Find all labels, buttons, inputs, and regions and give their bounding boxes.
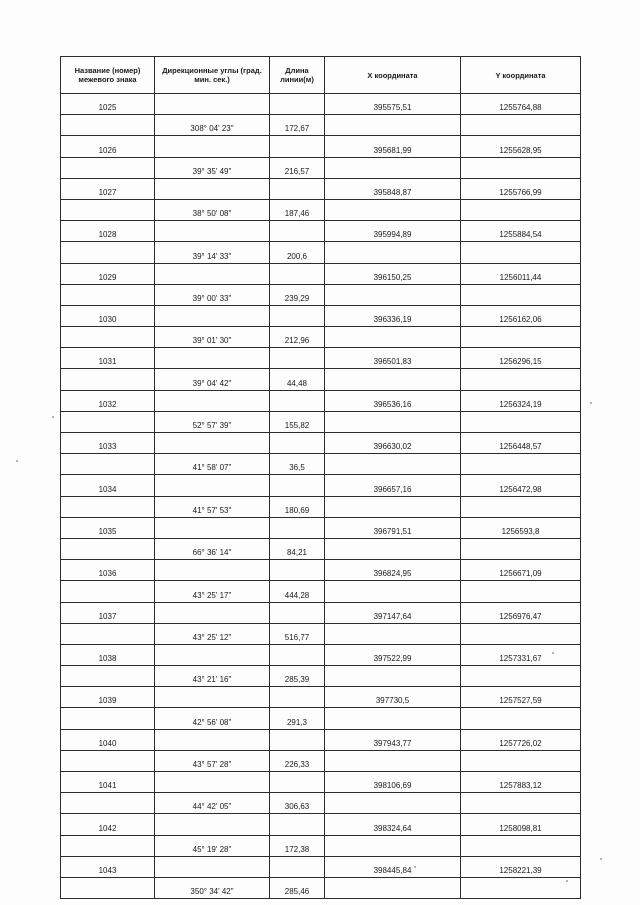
bearing-angle-cell [155, 687, 270, 708]
scan-speck [414, 866, 416, 868]
x-coordinate-cell: 398324,64 [325, 814, 461, 835]
segment-row [61, 199, 581, 220]
marker-row [61, 602, 581, 623]
y-coordinate-cell [461, 284, 581, 305]
marker-row [61, 729, 581, 750]
y-coordinate-cell [461, 538, 581, 559]
x-coordinate-cell: 396150,25 [325, 263, 461, 284]
segment-row [61, 877, 581, 898]
bearing-angle-cell [155, 814, 270, 835]
scan-speck [16, 460, 18, 462]
marker-name-cell [61, 327, 155, 348]
y-coordinate-cell: 1256472,98 [461, 475, 581, 496]
y-coordinate-cell [461, 327, 581, 348]
marker-name-cell [61, 877, 155, 898]
bearing-angle-cell [155, 856, 270, 877]
marker-name-cell: 1038 [61, 644, 155, 665]
segment-row [61, 242, 581, 263]
bearing-angle-cell [155, 772, 270, 793]
bearing-angle-cell [155, 644, 270, 665]
x-coordinate-cell: 397147,64 [325, 602, 461, 623]
line-length-cell: 180,69 [270, 496, 325, 517]
line-length-cell: 516,77 [270, 623, 325, 644]
header-x-coordinate: X координата [325, 57, 461, 94]
line-length-cell [270, 560, 325, 581]
x-coordinate-cell [325, 793, 461, 814]
marker-name-cell [61, 496, 155, 517]
y-coordinate-cell: 1256976,47 [461, 602, 581, 623]
line-length-cell: 212,96 [270, 327, 325, 348]
line-length-cell: 216,57 [270, 157, 325, 178]
bearing-angle-cell [155, 178, 270, 199]
marker-row [61, 517, 581, 538]
segment-row [61, 581, 581, 602]
header-y-coordinate: Y координата [461, 57, 581, 94]
line-length-cell [270, 178, 325, 199]
x-coordinate-cell: 395681,99 [325, 136, 461, 157]
bearing-angle-cell: 43° 21' 16" [155, 666, 270, 687]
marker-row [61, 856, 581, 877]
line-length-cell [270, 517, 325, 538]
marker-name-cell: 1037 [61, 602, 155, 623]
marker-row [61, 305, 581, 326]
marker-row [61, 221, 581, 242]
segment-row [61, 835, 581, 856]
x-coordinate-cell [325, 877, 461, 898]
x-coordinate-cell: 397943,77 [325, 729, 461, 750]
line-length-cell: 291,3 [270, 708, 325, 729]
x-coordinate-cell [325, 454, 461, 475]
line-length-cell: 444,28 [270, 581, 325, 602]
marker-name-cell [61, 411, 155, 432]
x-coordinate-cell: 396657,16 [325, 475, 461, 496]
bearing-angle-cell [155, 94, 270, 115]
table-body [61, 94, 581, 899]
marker-row [61, 94, 581, 115]
marker-row [61, 560, 581, 581]
marker-name-cell: 1033 [61, 433, 155, 454]
line-length-cell [270, 856, 325, 877]
segment-row [61, 454, 581, 475]
y-coordinate-cell [461, 793, 581, 814]
x-coordinate-cell: 397730,5 [325, 687, 461, 708]
marker-row [61, 390, 581, 411]
line-length-cell: 172,38 [270, 835, 325, 856]
x-coordinate-cell: 396630,02 [325, 433, 461, 454]
bearing-angle-cell [155, 390, 270, 411]
y-coordinate-cell: 1256593,8 [461, 517, 581, 538]
marker-name-cell [61, 157, 155, 178]
bearing-angle-cell: 43° 25' 17" [155, 581, 270, 602]
marker-name-cell: 1029 [61, 263, 155, 284]
bearing-angle-cell: 44° 42' 05" [155, 793, 270, 814]
marker-name-cell: 1040 [61, 729, 155, 750]
line-length-cell [270, 348, 325, 369]
table-header [61, 57, 581, 94]
scan-speck [552, 652, 554, 654]
x-coordinate-cell: 396536,16 [325, 390, 461, 411]
x-coordinate-cell [325, 157, 461, 178]
marker-name-cell: 1030 [61, 305, 155, 326]
header-row [61, 57, 581, 94]
bearing-angle-cell [155, 475, 270, 496]
bearing-angle-cell [155, 263, 270, 284]
scan-speck [52, 416, 54, 418]
marker-name-cell: 1032 [61, 390, 155, 411]
y-coordinate-cell: 1255766,99 [461, 178, 581, 199]
y-coordinate-cell: 1257527,59 [461, 687, 581, 708]
line-length-cell [270, 390, 325, 411]
line-length-cell [270, 687, 325, 708]
y-coordinate-cell: 1255884,54 [461, 221, 581, 242]
y-coordinate-cell [461, 454, 581, 475]
line-length-cell: 226,33 [270, 750, 325, 771]
marker-row [61, 348, 581, 369]
line-length-cell [270, 729, 325, 750]
bearing-angle-cell: 308° 04' 23" [155, 115, 270, 136]
y-coordinate-cell [461, 835, 581, 856]
x-coordinate-cell: 396336,19 [325, 305, 461, 326]
segment-row [61, 623, 581, 644]
x-coordinate-cell [325, 538, 461, 559]
x-coordinate-cell: 397522,99 [325, 644, 461, 665]
header-marker-name: Название (номер) межевого знака [61, 57, 155, 94]
marker-row [61, 475, 581, 496]
marker-name-cell: 1034 [61, 475, 155, 496]
bearing-angle-cell: 39° 00' 33" [155, 284, 270, 305]
scan-speck [566, 880, 568, 882]
segment-row [61, 538, 581, 559]
marker-name-cell [61, 835, 155, 856]
y-coordinate-cell: 1256671,09 [461, 560, 581, 581]
x-coordinate-cell [325, 835, 461, 856]
y-coordinate-cell [461, 157, 581, 178]
y-coordinate-cell [461, 750, 581, 771]
marker-name-cell [61, 666, 155, 687]
marker-name-cell [61, 708, 155, 729]
x-coordinate-cell: 395994,89 [325, 221, 461, 242]
marker-name-cell [61, 623, 155, 644]
y-coordinate-cell: 1256324,19 [461, 390, 581, 411]
segment-row [61, 284, 581, 305]
segment-row [61, 411, 581, 432]
marker-name-cell: 1039 [61, 687, 155, 708]
x-coordinate-cell [325, 623, 461, 644]
x-coordinate-cell [325, 581, 461, 602]
y-coordinate-cell: 1257331,67 [461, 644, 581, 665]
bearing-angle-cell [155, 136, 270, 157]
line-length-cell: 44,48 [270, 369, 325, 390]
x-coordinate-cell: 395575,51 [325, 94, 461, 115]
y-coordinate-cell: 1256011,44 [461, 263, 581, 284]
scan-speck [600, 858, 602, 860]
line-length-cell: 84,21 [270, 538, 325, 559]
marker-row [61, 136, 581, 157]
y-coordinate-cell: 1257726,02 [461, 729, 581, 750]
line-length-cell [270, 644, 325, 665]
line-length-cell [270, 814, 325, 835]
x-coordinate-cell: 395848,87 [325, 178, 461, 199]
x-coordinate-cell: 396824,95 [325, 560, 461, 581]
y-coordinate-cell [461, 115, 581, 136]
line-length-cell: 285,39 [270, 666, 325, 687]
line-length-cell: 172,67 [270, 115, 325, 136]
marker-name-cell: 1028 [61, 221, 155, 242]
bearing-angle-cell [155, 348, 270, 369]
bearing-angle-cell [155, 517, 270, 538]
line-length-cell: 36,5 [270, 454, 325, 475]
bearing-angle-cell: 39° 04' 42" [155, 369, 270, 390]
y-coordinate-cell [461, 666, 581, 687]
marker-name-cell [61, 284, 155, 305]
y-coordinate-cell: 1256162,06 [461, 305, 581, 326]
y-coordinate-cell [461, 411, 581, 432]
y-coordinate-cell: 1256296,15 [461, 348, 581, 369]
line-length-cell [270, 94, 325, 115]
marker-row [61, 263, 581, 284]
marker-name-cell [61, 199, 155, 220]
bearing-angle-cell [155, 433, 270, 454]
marker-row [61, 178, 581, 199]
marker-name-cell: 1041 [61, 772, 155, 793]
bearing-angle-cell: 38° 50' 08" [155, 199, 270, 220]
boundary-marker-table [60, 56, 581, 899]
marker-row [61, 772, 581, 793]
x-coordinate-cell [325, 369, 461, 390]
bearing-angle-cell [155, 221, 270, 242]
line-length-cell [270, 602, 325, 623]
line-length-cell: 187,46 [270, 199, 325, 220]
y-coordinate-cell [461, 623, 581, 644]
x-coordinate-cell [325, 496, 461, 517]
x-coordinate-cell [325, 115, 461, 136]
marker-name-cell [61, 115, 155, 136]
header-bearing-angle: Дирекционные углы (град. мин. сек.) [155, 57, 270, 94]
segment-row [61, 327, 581, 348]
bearing-angle-cell: 66° 36' 14" [155, 538, 270, 559]
marker-name-cell [61, 538, 155, 559]
marker-name-cell [61, 369, 155, 390]
marker-name-cell: 1031 [61, 348, 155, 369]
line-length-cell [270, 305, 325, 326]
header-line-length: Длина линии(м) [270, 57, 325, 94]
segment-row [61, 750, 581, 771]
x-coordinate-cell [325, 284, 461, 305]
y-coordinate-cell: 1258098,81 [461, 814, 581, 835]
marker-name-cell: 1035 [61, 517, 155, 538]
segment-row [61, 157, 581, 178]
bearing-angle-cell: 39° 01' 30" [155, 327, 270, 348]
bearing-angle-cell: 45° 19' 28" [155, 835, 270, 856]
y-coordinate-cell [461, 581, 581, 602]
line-length-cell: 285,46 [270, 877, 325, 898]
x-coordinate-cell [325, 327, 461, 348]
bearing-angle-cell [155, 560, 270, 581]
bearing-angle-cell: 39° 35' 49" [155, 157, 270, 178]
y-coordinate-cell [461, 708, 581, 729]
line-length-cell: 200,6 [270, 242, 325, 263]
bearing-angle-cell: 52° 57' 39" [155, 411, 270, 432]
y-coordinate-cell [461, 242, 581, 263]
line-length-cell [270, 263, 325, 284]
line-length-cell [270, 221, 325, 242]
marker-row [61, 433, 581, 454]
marker-row [61, 687, 581, 708]
y-coordinate-cell [461, 199, 581, 220]
y-coordinate-cell [461, 496, 581, 517]
bearing-angle-cell: 41° 58' 07" [155, 454, 270, 475]
line-length-cell: 306,63 [270, 793, 325, 814]
scan-speck [590, 402, 592, 404]
x-coordinate-cell [325, 411, 461, 432]
marker-row [61, 644, 581, 665]
marker-name-cell [61, 242, 155, 263]
x-coordinate-cell [325, 242, 461, 263]
x-coordinate-cell [325, 199, 461, 220]
x-coordinate-cell: 398106,69 [325, 772, 461, 793]
y-coordinate-cell: 1255628,95 [461, 136, 581, 157]
marker-name-cell: 1043 [61, 856, 155, 877]
segment-row [61, 708, 581, 729]
marker-name-cell [61, 793, 155, 814]
x-coordinate-cell: 398445,84 [325, 856, 461, 877]
marker-name-cell: 1036 [61, 560, 155, 581]
y-coordinate-cell: 1256448,57 [461, 433, 581, 454]
marker-name-cell: 1025 [61, 94, 155, 115]
bearing-angle-cell: 43° 25' 12" [155, 623, 270, 644]
line-length-cell: 155,82 [270, 411, 325, 432]
marker-row [61, 814, 581, 835]
y-coordinate-cell: 1258221,39 [461, 856, 581, 877]
segment-row [61, 369, 581, 390]
bearing-angle-cell [155, 602, 270, 623]
segment-row [61, 115, 581, 136]
segment-row [61, 666, 581, 687]
bearing-angle-cell: 43° 57' 28" [155, 750, 270, 771]
x-coordinate-cell: 396501,83 [325, 348, 461, 369]
bearing-angle-cell: 41° 57' 53" [155, 496, 270, 517]
bearing-angle-cell: 42° 56' 08" [155, 708, 270, 729]
x-coordinate-cell [325, 708, 461, 729]
segment-row [61, 793, 581, 814]
x-coordinate-cell: 396791,51 [325, 517, 461, 538]
marker-name-cell [61, 581, 155, 602]
x-coordinate-cell [325, 666, 461, 687]
marker-name-cell [61, 454, 155, 475]
line-length-cell [270, 772, 325, 793]
marker-name-cell: 1027 [61, 178, 155, 199]
marker-name-cell [61, 750, 155, 771]
segment-row [61, 496, 581, 517]
x-coordinate-cell [325, 750, 461, 771]
y-coordinate-cell [461, 369, 581, 390]
y-coordinate-cell: 1255764,88 [461, 94, 581, 115]
bearing-angle-cell [155, 305, 270, 326]
line-length-cell [270, 433, 325, 454]
line-length-cell [270, 475, 325, 496]
bearing-angle-cell [155, 729, 270, 750]
line-length-cell [270, 136, 325, 157]
marker-name-cell: 1026 [61, 136, 155, 157]
line-length-cell: 239,29 [270, 284, 325, 305]
bearing-angle-cell: 350° 34' 42" [155, 877, 270, 898]
marker-name-cell: 1042 [61, 814, 155, 835]
y-coordinate-cell [461, 877, 581, 898]
bearing-angle-cell: 39° 14' 33" [155, 242, 270, 263]
y-coordinate-cell: 1257883,12 [461, 772, 581, 793]
